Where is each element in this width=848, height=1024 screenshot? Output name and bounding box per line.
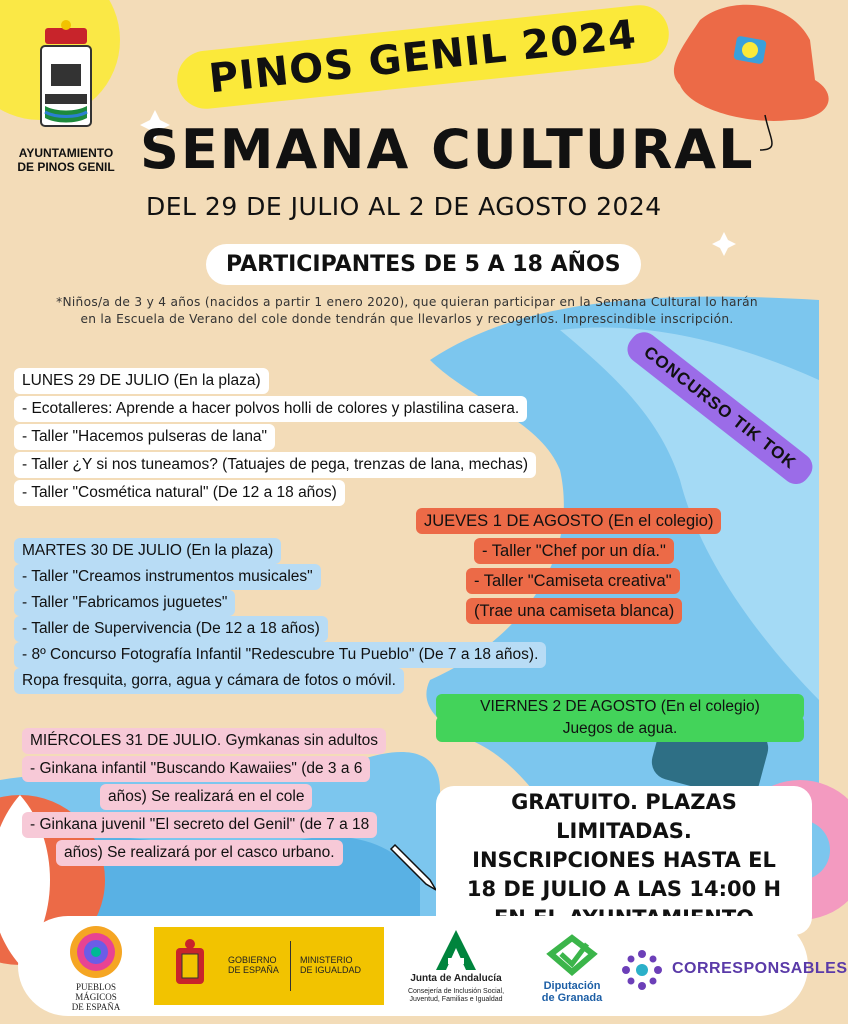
tuesday-heading: MARTES 30 DE JULIO (En la plaza) (14, 538, 281, 564)
ayuntamiento-line2: DE PINOS GENIL (17, 160, 115, 174)
spain-coat-of-arms-icon (168, 938, 212, 994)
participants-banner: PARTICIPANTES DE 5 A 18 AÑOS (206, 244, 641, 285)
tuesday-item: Ropa fresquita, gorra, agua y cámara de fotos o móvil. (14, 668, 404, 694)
thursday-item: - Taller "Chef por un día." (474, 538, 674, 564)
registration-line: INSCRIPCIONES HASTA EL (472, 848, 776, 872)
pueblos-line: PUEBLOS (75, 982, 116, 992)
tuesday-item: - 8º Concurso Fotografía Infantil "Redescubre Tu Pueblo" (De 7 a 18 años). (14, 642, 546, 668)
title-pill: PINOS GENIL 2024 (174, 2, 671, 111)
gobierno-ministerio-logo (154, 927, 384, 1005)
wednesday-heading: MIÉRCOLES 31 DE JULIO. Gymkanas sin adultos (22, 728, 386, 754)
ministerio-line: MINISTERIO (300, 955, 353, 965)
registration-line: GRATUITO. PLAZAS LIMITADAS. (511, 790, 737, 843)
thursday-heading: JUEVES 1 DE AGOSTO (En el colegio) (416, 508, 721, 534)
thursday-item: (Trae una camiseta blanca) (466, 598, 682, 624)
pueblos-magicos-icon (68, 924, 124, 980)
diputacion-granada-logo (534, 934, 610, 1010)
diputacion-line: de Granada (541, 992, 603, 1004)
diputacion-icon (547, 934, 597, 976)
monday-item: - Ecotalleres: Aprende a hacer polvos holli de colores y plastilina casera. (14, 396, 527, 422)
wednesday-item: - Ginkana infantil "Buscando Kawaiies" (de 3 a 6 (22, 756, 370, 782)
junta-sub-line: Juventud, Familias e Igualdad (409, 996, 503, 1003)
monday-heading: LUNES 29 DE JULIO (En la plaza) (14, 368, 269, 394)
event-dates: DEL 29 DE JULIO AL 2 DE AGOSTO 2024 (146, 192, 662, 221)
tuesday-item: - Taller de Supervivencia (De 12 a 18 años) (14, 616, 328, 642)
pueblos-line: MÁGICOS (75, 992, 117, 1002)
wednesday-item: - Ginkana juvenil "El secreto del Genil" (de 7 a 18 (22, 812, 377, 838)
gobierno-line: GOBIERNO (228, 955, 277, 965)
friday-item: Juegos de agua. (436, 716, 804, 742)
pueblos-line: DE ESPAÑA (71, 1002, 121, 1012)
corresponsables-name: CORRESPONSABLES (672, 960, 848, 977)
monday-item: - Taller "Hacemos pulseras de lana" (14, 424, 275, 450)
age-note: *Niños/a de 3 y 4 años (nacidos a partir 1 enero 2020), que quieran participar en la Semana Cultural lo harán en la Escuela de Verano del cole donde tendrán que llevarlos y recogerlos. Imprescindible inscripción. (56, 295, 758, 326)
coat-of-arms-icon (31, 18, 101, 138)
corresponsables-logo (620, 948, 848, 992)
monday-item: - Taller "Cosmética natural" (De 12 a 18 años) (14, 480, 345, 506)
gobierno-line: DE ESPAÑA (228, 965, 279, 975)
registration-line: 18 DE JULIO A LAS 14:00 H (466, 877, 782, 901)
junta-andalucia-icon (432, 928, 480, 972)
ayuntamiento-logo (16, 18, 116, 178)
page-title: SEMANA CULTURAL (140, 118, 755, 181)
tuesday-item: - Taller "Fabricamos juguetes" (14, 590, 235, 616)
junta-sub-line: Consejería de Inclusión Social, (407, 988, 505, 995)
corresponsables-icon (620, 948, 664, 992)
registration-info (436, 786, 812, 935)
thursday-item: - Taller "Camiseta creativa" (466, 568, 680, 594)
diputacion-line: Diputación (543, 980, 601, 992)
wednesday-item: años) Se realizará por el casco urbano. (56, 840, 343, 866)
ayuntamiento-line1: AYUNTAMIENTO (18, 146, 114, 160)
junta-name: Junta de Andalucía (410, 973, 502, 984)
tuesday-item: - Taller "Creamos instrumentos musicales" (14, 564, 321, 590)
junta-andalucia-logo (398, 928, 514, 1012)
monday-item: - Taller ¿Y si nos tuneamos? (Tatuajes de pega, trenzas de lana, mechas) (14, 452, 536, 478)
pueblos-magicos-logo (56, 924, 136, 1014)
wednesday-item: años) Se realizará en el cole (100, 784, 312, 810)
friday-heading: VIERNES 2 DE AGOSTO (En el colegio) (436, 694, 804, 720)
sponsors-footer (18, 916, 848, 1016)
tiktok-badge: CONCURSO TIK TOK (622, 327, 818, 490)
ministerio-line: DE IGUALDAD (300, 965, 362, 975)
